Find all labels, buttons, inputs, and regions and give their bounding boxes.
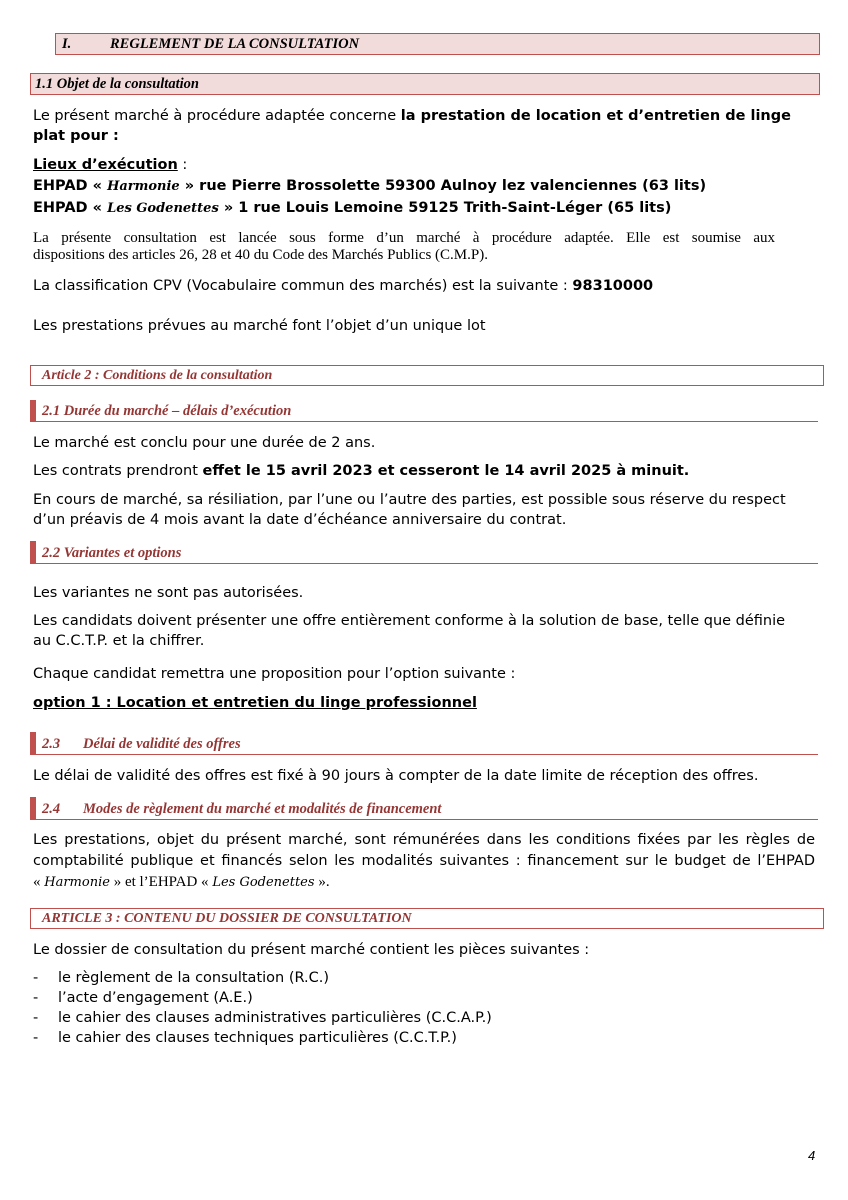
subsection-number: 2.4 xyxy=(42,801,61,817)
subsection-title: 2.1 Durée du marché – délais d’exécution xyxy=(42,403,292,419)
article-title: ARTICLE 3 : CONTENU DU DOSSIER DE CONSULTATION xyxy=(42,911,412,926)
page-number: 4 xyxy=(808,1148,816,1163)
subsection-title: 1.1 Objet de la consultation xyxy=(35,76,199,92)
objet-paragraph-line2: plat pour : xyxy=(33,128,119,144)
list-item-text: le cahier des clauses techniques particulières (C.C.T.P.) xyxy=(58,1030,457,1046)
list-dash: - xyxy=(33,990,39,1006)
contrats-line: Les contrats prendront effet le 15 avril 2023 et cesseront le 14 avril 2025 à minuit. xyxy=(33,463,690,479)
resiliation-line2: d’un préavis de 4 mois avant la date d’échéance anniversaire du contrat. xyxy=(33,512,567,528)
reglement-line1: Les prestations, objet du présent marché, sont rémunérées dans les conditions fixées par les règles de xyxy=(33,832,815,848)
validite-line: Le délai de validité des offres est fixé à 90 jours à compter de la date limite de réception des offres. xyxy=(33,768,759,784)
reglement-line3: « Harmonie » et l’EHPAD « Les Godenettes ». xyxy=(33,874,330,890)
subsection-title: 2.2 Variantes et options xyxy=(42,545,182,561)
article-header-contenu xyxy=(30,908,824,929)
cpv-code: 98310000 xyxy=(572,278,654,294)
list-dash: - xyxy=(33,970,39,986)
subsection-title: Délai de validité des offres xyxy=(83,736,241,752)
list-item-text: l’acte d’engagement (A.E.) xyxy=(58,990,253,1006)
ehpad-name-harmonie: Harmonie xyxy=(44,875,110,890)
article-title: Article 2 : Conditions de la consultation xyxy=(42,368,273,383)
duree-line: Le marché est conclu pour une durée de 2 ans. xyxy=(33,435,376,451)
section-header-reglement xyxy=(55,33,820,55)
candidats-line1: Les candidats doivent présenter une offre entièrement conforme à la solution de base, telle que définie xyxy=(33,613,786,629)
consultation-line1: La présente consultation est lancée sous forme d’un marché à procédure adaptée. Elle est soumise aux xyxy=(33,230,775,246)
section-number: I. xyxy=(62,36,72,52)
subsection-header-validite xyxy=(30,734,818,755)
consultation-line2: dispositions des articles 26, 28 et 40 du Code des Marchés Publics (C.M.P). xyxy=(33,247,488,263)
subsection-header-reglement xyxy=(30,799,818,820)
lieux-label: Lieux d’exécution : xyxy=(33,157,188,173)
ehpad-name-godenettes: Les Godenettes xyxy=(212,875,315,890)
cpv-line: La classification CPV (Vocabulaire commun des marchés) est la suivante : 98310000 xyxy=(33,278,654,294)
ehpad-harmonie-line: EHPAD « Harmonie » rue Pierre Brossolette 59300 Aulnoy lez valenciennes (63 lits) xyxy=(33,178,707,194)
option1-line: option 1 : Location et entretien du linge professionnel xyxy=(33,695,477,711)
article-header-conditions xyxy=(30,365,824,386)
subsection-number: 2.3 xyxy=(42,736,61,752)
resiliation-line1: En cours de marché, sa résiliation, par l’une ou l’autre des parties, est possible sous réserve du respect xyxy=(33,492,786,508)
objet-paragraph-line1: Le présent marché à procédure adaptée concerne la prestation de location et d’entretien de linge xyxy=(33,108,791,124)
subsection-header-duree xyxy=(30,402,818,422)
ehpad-name-godenettes: Les Godenettes xyxy=(107,201,219,216)
reglement-line2: comptabilité publique et financés selon les modalités suivantes : financement sur le budget de l’EHPAD xyxy=(33,853,815,869)
dossier-intro-line: Le dossier de consultation du présent marché contient les pièces suivantes : xyxy=(33,942,590,958)
list-item-text: le cahier des clauses administratives particulières (C.C.A.P.) xyxy=(58,1010,492,1026)
list-dash: - xyxy=(33,1010,39,1026)
section-title: REGLEMENT DE LA CONSULTATION xyxy=(110,36,360,52)
subsection-header-variantes xyxy=(30,543,818,564)
list-dash: - xyxy=(33,1030,39,1046)
subsection-title: Modes de règlement du marché et modalités de financement xyxy=(83,801,442,817)
chaque-candidat-line: Chaque candidat remettra une proposition pour l’option suivante : xyxy=(33,666,516,682)
variantes-line: Les variantes ne sont pas autorisées. xyxy=(33,585,304,601)
list-item-text: le règlement de la consultation (R.C.) xyxy=(58,970,330,986)
subsection-header-objet xyxy=(30,73,820,95)
lot-line: Les prestations prévues au marché font l’objet d’un unique lot xyxy=(33,318,486,334)
ehpad-name-harmonie: Harmonie xyxy=(107,179,180,194)
ehpad-godenettes-line: EHPAD « Les Godenettes » 1 rue Louis Lemoine 59125 Trith-Saint-Léger (65 lits) xyxy=(33,200,672,216)
candidats-line2: au C.C.T.P. et la chiffrer. xyxy=(33,633,205,649)
